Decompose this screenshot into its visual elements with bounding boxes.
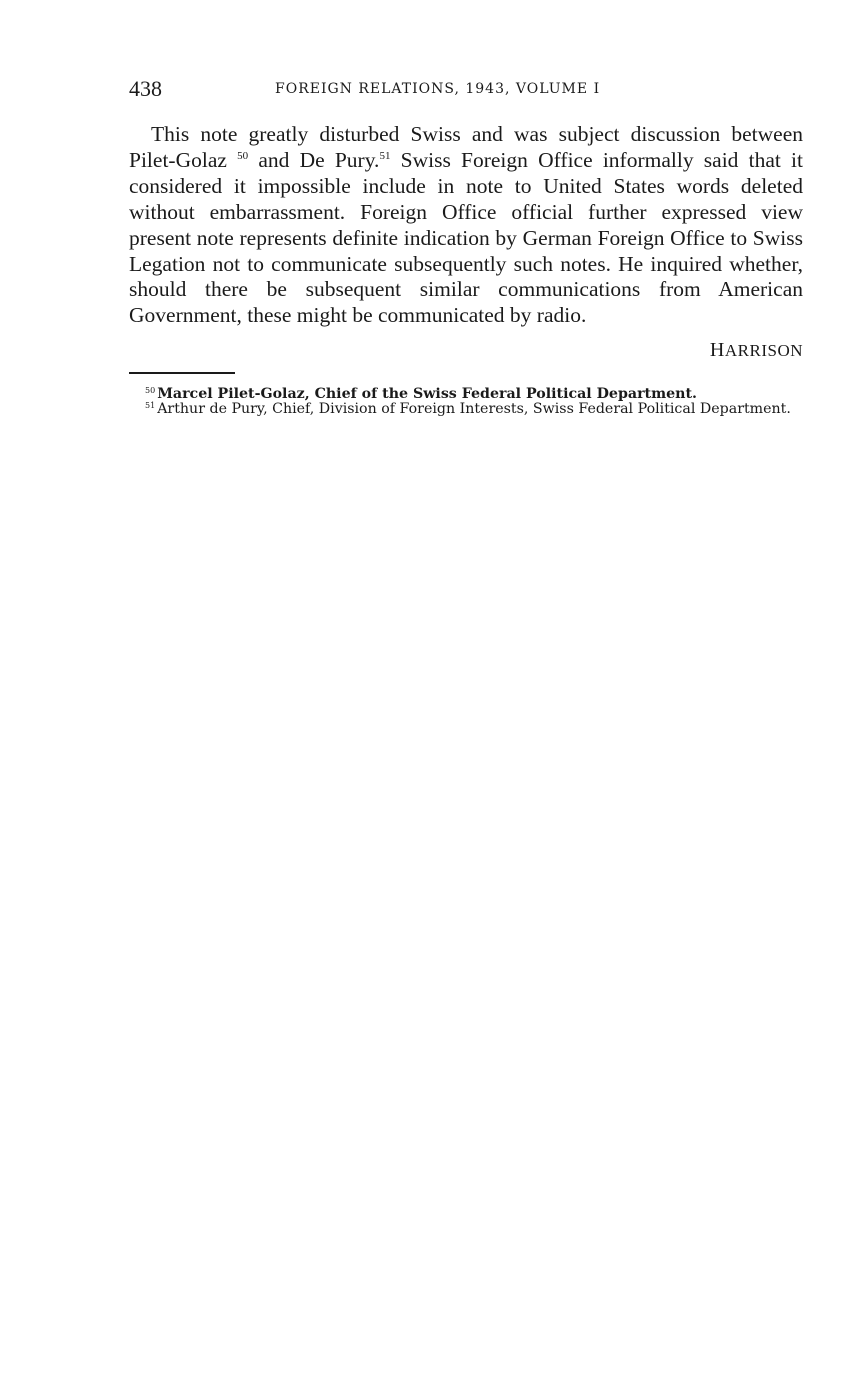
body-paragraph xyxy=(129,122,803,329)
body-text-part-2: and De Pury. xyxy=(248,147,380,172)
body-text-part-1: This note greatly disturbed Swiss and was subject discussion between Pilet-Golaz xyxy=(129,122,803,172)
signature-rest: ARRISON xyxy=(724,341,803,361)
footnotes xyxy=(129,387,803,417)
footnote-text: Arthur de Pury, Chief, Division of Foreign Interests, Swiss Federal Political Department. xyxy=(157,401,791,418)
signature-initial: H xyxy=(709,339,725,362)
footnote-50 xyxy=(129,387,803,402)
footnote-divider xyxy=(129,372,235,374)
footnote-51 xyxy=(129,402,803,417)
running-header xyxy=(129,76,803,104)
footnote-reference-50[interactable]: 50 xyxy=(237,149,249,162)
footnote-marker: 51 xyxy=(145,401,156,411)
footnote-marker: 50 xyxy=(145,386,156,396)
running-title: FOREIGN RELATIONS, 1943, VOLUME I xyxy=(275,81,601,97)
body-text-part-3: Swiss Foreign Office informally said that it considered it impossible include in note to United States words deleted without embarrassment. Foreign Office official further expressed view present note represents definite indication by German Foreign Office to Swiss Legation not to communicate subsequently such notes. He inquired whether, should there be subsequent similar communications from American Government, these might be communicated by radio. xyxy=(129,147,803,328)
footnote-reference-51[interactable]: 51 xyxy=(379,149,391,162)
signature xyxy=(129,339,803,362)
page-number: 438 xyxy=(129,76,162,101)
document-page xyxy=(129,76,803,417)
footnote-text: Marcel Pilet-Golaz, Chief of the Swiss Federal Political Department. xyxy=(157,386,697,403)
